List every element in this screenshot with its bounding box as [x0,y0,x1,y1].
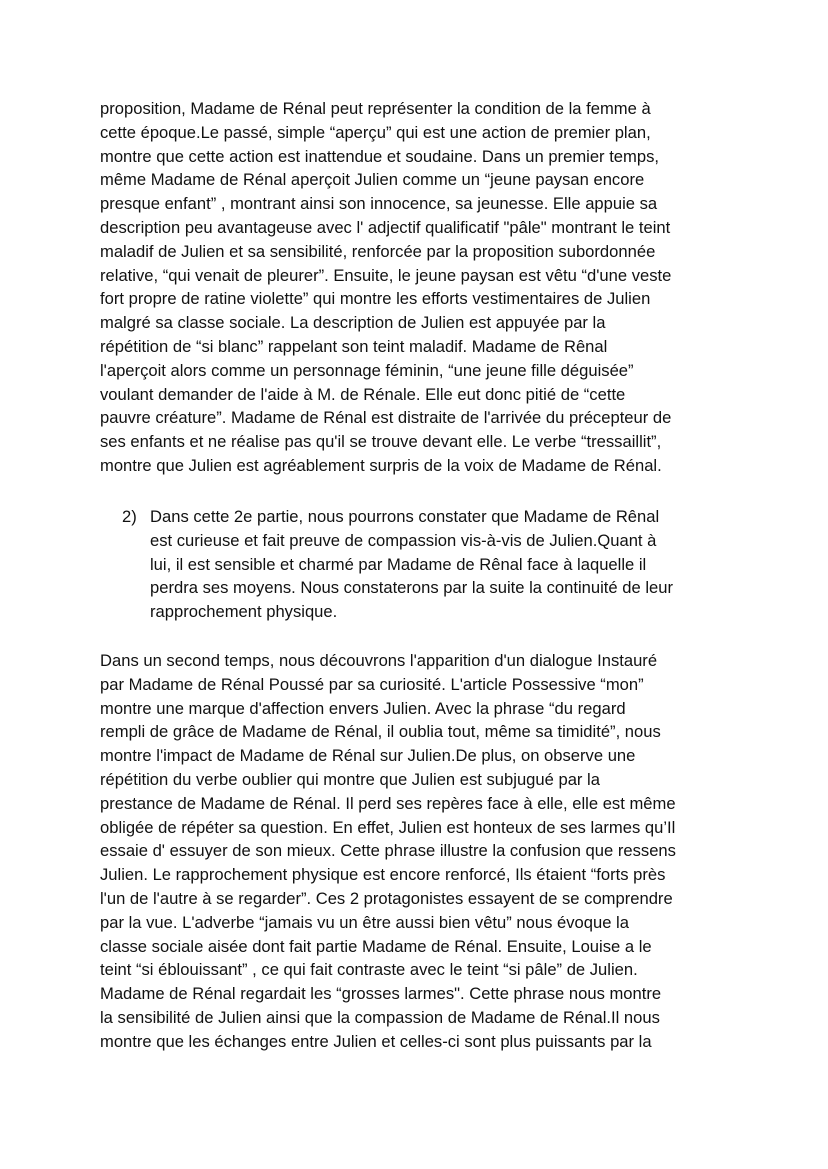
text-line: classe sociale aisée dont fait partie Madame de Rénal. Ensuite, Louise a le [100,936,652,956]
text-line: pauvre créature”. Madame de Rénal est distraite de l'arrivée du précepteur de [100,408,672,428]
text-line: la sensibilité de Julien ainsi que la compassion de Madame de Rénal.Il nous [100,1007,660,1027]
text-line: montre que Julien est agréablement surpris de la voix de Madame de Rénal. [100,455,662,475]
text-line: essaie d' essuyer de son mieux. Cette phrase illustre la confusion que ressens [100,841,676,861]
text-line: même Madame de Rénal aperçoit Julien comme un “jeune paysan encore [100,170,645,190]
text-line: rapprochement physique. [150,602,338,622]
list-item-number: 2) [122,507,137,526]
text-line: Julien. Le rapprochement physique est encore renforcé, Ils étaient “forts près [100,865,666,885]
text-line: prestance de Madame de Rénal. Il perd ses repères face à elle, elle est même [100,793,676,813]
text-line: montre une marque d'affection envers Julien. Avec la phrase “du regard [100,698,626,718]
text-line: ses enfants et ne réalise pas qu'il se trouve devant elle. Le verbe “tressaillit”, [100,432,662,452]
text-line: proposition, Madame de Rénal peut représenter la condition de la femme à [100,99,651,118]
text-line: l'un de l'autre à se regarder”. Ces 2 protagonistes essayent de se comprendre [100,888,673,908]
text-line: cette époque.Le passé, simple “aperçu” qui est une action de premier plan, [100,122,651,142]
text-line: montre que les échanges entre Julien et celles-ci sont plus puissants par la [100,1031,652,1051]
text-line: Dans un second temps, nous découvrons l'apparition d'un dialogue Instauré [100,651,658,670]
text-line: lui, il est sensible et charmé par Madame de Rênal face à laquelle il [150,554,647,574]
text-line: Dans cette 2e partie, nous pourrons constater que Madame de Rênal [150,507,660,526]
text-line: malgré sa classe sociale. La description de Julien est appuyée par la [100,313,606,333]
text-line: rempli de grâce de Madame de Rénal, il oublia tout, même sa timidité”, nous [100,722,661,742]
text-line: obligée de répéter sa question. En effet, Julien est honteux de ses larmes qu’Il [100,817,676,837]
text-line: presque enfant” , montrant ainsi son innocence, sa jeunesse. Elle appuie sa [100,194,658,214]
text-line: montre que cette action est inattendue et soudaine. Dans un premier temps, [100,146,659,166]
text-line: par la vue. L'adverbe “jamais vu un être aussi bien vêtu” nous évoque la [100,912,629,932]
text-line: voulant demander de l'aide à M. de Rénale. Elle eut donc pitié de “cette [100,384,626,404]
text-line: répétition du verbe oublier qui montre que Julien est subjugué par la [100,769,600,789]
text-line: description peu avantageuse avec l' adjectif qualificatif "pâle" montrant le teint [100,217,671,237]
text-line: est curieuse et fait preuve de compassion vis-à-vis de Julien.Quant à [150,530,657,550]
text-line: perdra ses moyens. Nous constaterons par la suite la continuité de leur [150,578,673,598]
text-line: maladif de Julien et sa sensibilité, renforcée par la proposition subordonnée [100,241,656,261]
paragraph-1 [100,97,730,478]
paragraph-3 [100,649,730,1054]
text-line: relative, “qui venait de pleurer”. Ensuite, le jeune paysan est vêtu “d'une veste [100,265,672,285]
text-line: par Madame de Rénal Poussé par sa curiosité. L'article Possessive “mon” [100,674,644,694]
list-item-body [150,505,673,624]
text-line: Madame de Rénal regardait les “grosses larmes". Cette phrase nous montre [100,984,662,1004]
text-line: fort propre de ratine violette” qui montre les efforts vestimentaires de Julien [100,289,651,309]
text-line: répétition de “si blanc” rappelant son teint maladif. Madame de Rênal [100,336,608,356]
text-line: l'aperçoit alors comme un personnage féminin, “une jeune fille déguisée” [100,360,634,380]
text-line: montre l'impact de Madame de Rénal sur Julien.De plus, on observe une [100,746,636,766]
text-line: teint “si éblouissant” , ce qui fait contraste avec le teint “si pâle” de Julien. [100,960,638,980]
